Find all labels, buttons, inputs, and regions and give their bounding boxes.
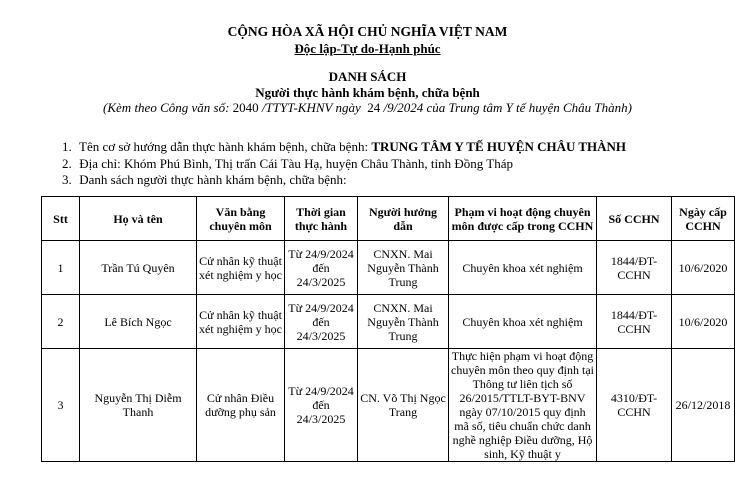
cell-cert-date: 26/12/2018 bbox=[672, 349, 735, 462]
document-subtitle: Người thực hành khám bệnh, chữa bệnh bbox=[255, 85, 480, 100]
cell-stt: 1 bbox=[42, 241, 80, 295]
item-label: Địa chỉ: Khóm Phú Bình, Thị trấn Cái Tàu Hạ, huyện Châu Thành, tỉnh Đồng Tháp bbox=[79, 155, 514, 171]
col-header-stt: Stt bbox=[42, 197, 80, 241]
cell-cert-no: 1844/ĐT-CCHN bbox=[597, 241, 672, 295]
motto-heading bbox=[0, 41, 735, 57]
info-list bbox=[62, 139, 626, 189]
document-title: DANH SÁCH bbox=[328, 69, 407, 84]
col-header-name: Họ và tên bbox=[80, 197, 197, 241]
item-number: 2. bbox=[62, 155, 72, 171]
cell-cert-date: 10/6/2020 bbox=[672, 241, 735, 295]
col-header-cert-date: Ngày cấp CCHN bbox=[672, 197, 735, 241]
col-header-degree: Văn bằng chuyên môn bbox=[197, 197, 285, 241]
item-number: 3. bbox=[62, 172, 72, 187]
cell-supervisor: CNXN. Mai Nguyễn Thành Trung bbox=[358, 295, 449, 349]
cell-name: Nguyễn Thị Diễm Thanh bbox=[80, 349, 197, 462]
cell-cert-no: 1844/ĐT-CCHN bbox=[597, 295, 672, 349]
col-header-period: Thời gian thực hành bbox=[285, 197, 358, 241]
cell-cert-date: 10/6/2020 bbox=[672, 295, 735, 349]
col-header-cert-no: Số CCHN bbox=[597, 197, 672, 241]
practitioner-table bbox=[41, 196, 735, 462]
info-item-facility bbox=[62, 139, 626, 156]
cell-stt: 2 bbox=[42, 295, 80, 349]
col-header-scope: Phạm vi hoạt động chuyên môn được cấp trong CCHN bbox=[449, 197, 597, 241]
cell-degree: Cử nhân kỹ thuật xét nghiệm y học bbox=[197, 241, 285, 295]
cell-scope: Chuyên khoa xét nghiệm bbox=[449, 295, 597, 349]
table-row bbox=[42, 349, 735, 462]
info-item-address bbox=[62, 156, 626, 173]
cell-name: Lê Bích Ngọc bbox=[80, 295, 197, 349]
cell-period: Từ 24/9/2024 đến 24/3/2025 bbox=[285, 295, 358, 349]
ref-number: 2040 bbox=[232, 100, 259, 115]
facility-name: TRUNG TÂM Y TẾ HUYỆN CHÂU THÀNH bbox=[371, 139, 627, 154]
cell-scope: Thực hiện phạm vi hoạt động chuyên môn theo quy định tại Thông tư liên tịch số 26/2015/TTLT-BYT-BNV ngày 07/10/2015 quy định mã số, tiêu chuẩn chức danh nghề nghiệp Điều dưỡng, Hộ sinh, Kỹ thuật y bbox=[449, 349, 597, 462]
cell-degree: Cử nhân kỹ thuật xét nghiệm y học bbox=[197, 295, 285, 349]
ref-suffix: /9/2024 của Trung tâm Y tế huyện Châu Thành) bbox=[383, 100, 632, 115]
item-number: 1. bbox=[62, 139, 72, 154]
cell-period: Từ 24/9/2024 đến 24/3/2025 bbox=[285, 349, 358, 462]
table-row bbox=[42, 295, 735, 349]
info-item-list bbox=[62, 172, 626, 189]
cell-supervisor: CN. Võ Thị Ngọc Trang bbox=[358, 349, 449, 462]
table-header-row bbox=[42, 197, 735, 241]
cell-name: Trần Tú Quyên bbox=[80, 241, 197, 295]
cell-stt: 3 bbox=[42, 349, 80, 462]
col-header-supervisor: Người hướng dẫn bbox=[358, 197, 449, 241]
motto-text: Độc lập-Tự do-Hạnh phúc bbox=[294, 41, 441, 56]
cell-cert-no: 4310/ĐT-CCHN bbox=[597, 349, 672, 462]
table-row bbox=[42, 241, 735, 295]
item-label: Danh sách người thực hành khám bệnh, chữa bệnh: bbox=[79, 172, 347, 187]
cell-period: Từ 24/9/2024 đến 24/3/2025 bbox=[285, 241, 358, 295]
ref-day: 24 bbox=[367, 100, 381, 115]
cell-supervisor: CNXN. Mai Nguyễn Thành Trung bbox=[358, 241, 449, 295]
nation-heading: CỘNG HÒA XÃ HỘI CHỦ NGHĨA VIỆT NAM bbox=[227, 24, 508, 39]
ref-prefix: (Kèm theo Công văn số: bbox=[103, 100, 230, 115]
item-label: Tên cơ sở hướng dẫn thực hành khám bệnh, chữa bệnh: bbox=[79, 139, 369, 154]
cell-degree: Cử nhân Điều dưỡng phụ sản bbox=[197, 349, 285, 462]
cell-scope: Chuyên khoa xét nghiệm bbox=[449, 241, 597, 295]
ref-middle: /TTYT-KHNV ngày bbox=[261, 100, 361, 115]
document-reference bbox=[0, 100, 735, 116]
